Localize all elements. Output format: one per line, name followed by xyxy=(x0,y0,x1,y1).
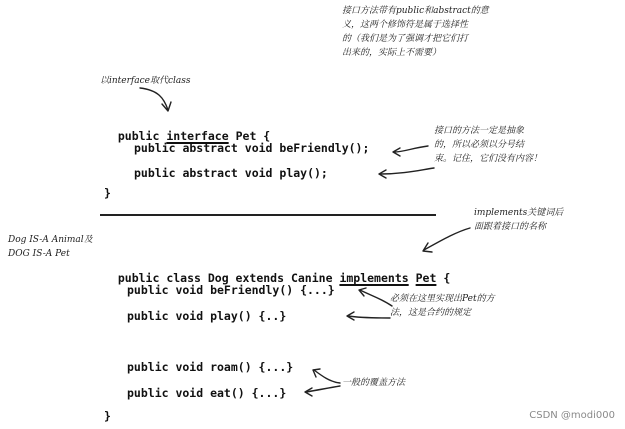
annotation-public-abstract: 接口方法带有public和abstract的意 义，这两个修饰符是属于选择性 的（我们是为了强调才把它们打 出来的，实际上不需要） xyxy=(342,6,489,58)
class-close-brace: } xyxy=(104,409,111,423)
annotation-override: 一般的覆盖方法 xyxy=(342,378,406,388)
watermark: CSDN @modi000 xyxy=(529,410,615,421)
annotation-implements: implements关键词后 面跟着接口的名称 xyxy=(474,208,564,232)
kw-public: public xyxy=(117,129,160,143)
arrow-to-m-befriendly xyxy=(360,290,392,306)
kw-pet: Pet xyxy=(415,271,437,285)
interface-declaration xyxy=(104,115,270,143)
class-open-brace: { xyxy=(443,271,451,285)
arrow-to-roam xyxy=(314,370,340,383)
interface-close-brace: } xyxy=(104,186,111,200)
annotation-dog-isa: Dog IS-A Animal及 DOG IS-A Pet xyxy=(8,235,93,259)
annotation-must-implement: 必须在这里实现出Pet的方 法，这是合约的规定 xyxy=(390,294,495,318)
section-divider xyxy=(100,214,436,216)
interface-method-befriendly: public abstract void beFriendly(); xyxy=(134,141,370,155)
class-method-roam: public void roam() {...} xyxy=(127,360,294,374)
class-method-eat: public void eat() {...} xyxy=(127,386,287,400)
arrow-to-implements xyxy=(424,228,470,250)
annotation-semicolon: 接口的方法一定是抽象 的，所以必须以分号结 束。记住，它们没有内容！ xyxy=(434,126,543,164)
annotation-interface-replaces-class: 以interface取代class xyxy=(100,76,191,86)
class-decl-prefix: public class Dog extends Canine xyxy=(117,271,333,285)
class-method-play: public void play() {..} xyxy=(127,309,287,323)
kw-interface: interface xyxy=(166,129,229,143)
class-declaration xyxy=(104,257,450,285)
kw-implements: implements xyxy=(339,271,409,285)
arrow-to-play xyxy=(380,168,434,174)
arrow-to-m-play xyxy=(348,316,390,318)
interface-name: Pet { xyxy=(235,129,271,143)
class-method-befriendly: public void beFriendly() {...} xyxy=(127,283,335,297)
interface-method-play: public abstract void play(); xyxy=(134,166,328,180)
